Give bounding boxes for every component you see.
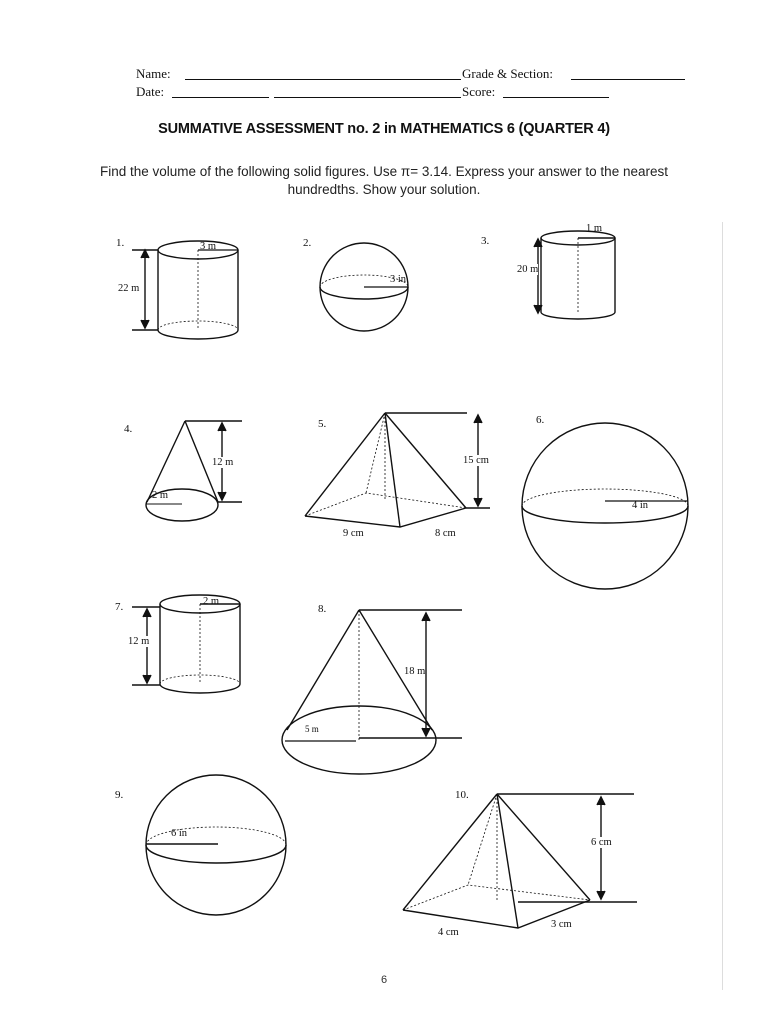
- problem-7-label-radius: 2 m: [203, 596, 220, 607]
- figure-4-cone: [146, 421, 242, 521]
- date-label: Date:: [136, 84, 165, 99]
- problem-6-number: 6.: [536, 414, 545, 426]
- page-number: 6: [380, 974, 388, 986]
- problem-8-number: 8.: [318, 603, 327, 615]
- score-label: Score:: [462, 84, 496, 99]
- figure-9-sphere: [146, 775, 286, 915]
- problem-4-label-radius: 2 m: [152, 490, 169, 501]
- grade-section-label: Grade & Section:: [462, 66, 553, 81]
- page-title: SUMMATIVE ASSESSMENT no. 2 in MATHEMATICS 6 (QUARTER 4): [158, 121, 610, 137]
- problem-8-label-radius: 5 m: [305, 724, 319, 734]
- instructions-line-1: Find the volume of the following solid figures. Use π= 3.14. Express your answer to the nearest: [100, 164, 668, 179]
- problem-10-label-width: 3 cm: [551, 919, 572, 930]
- problem-7-label-height: 12 m: [128, 636, 150, 647]
- figure-10-pyramid: [403, 794, 637, 928]
- problem-2-label-radius: 3 in: [390, 274, 407, 285]
- problem-3-label-radius: 1 m: [586, 223, 603, 234]
- problem-2-number: 2.: [303, 237, 312, 249]
- problem-1-label-height: 22 m: [118, 283, 140, 294]
- problem-4-label-height: 12 m: [212, 457, 234, 468]
- problem-4-number: 4.: [124, 423, 133, 435]
- problem-10-label-height: 6 cm: [591, 837, 612, 848]
- problem-5-label-height: 15 cm: [463, 455, 489, 466]
- problem-5-label-length: 9 cm: [343, 528, 364, 539]
- problem-3-number: 3.: [481, 235, 490, 247]
- problem-1-label-radius: 3 m: [200, 241, 217, 252]
- figure-8-cone: [282, 610, 462, 774]
- instructions-line-2: hundredths. Show your solution.: [287, 182, 481, 197]
- figure-2-sphere: [320, 243, 408, 331]
- problem-10-number: 10.: [455, 789, 469, 801]
- problem-7-number: 7.: [115, 601, 124, 613]
- problem-8-label-height: 18 m: [404, 666, 426, 677]
- problem-5-label-width: 8 cm: [435, 528, 456, 539]
- problem-9-number: 9.: [115, 789, 124, 801]
- figure-3-cylinder: [534, 231, 615, 319]
- figure-5-pyramid: [305, 413, 490, 527]
- figure-6-sphere: [522, 423, 688, 589]
- problem-6-label-radius: 4 in: [632, 500, 649, 511]
- name-label: Name:: [136, 66, 171, 81]
- problem-3-label-height: 20 m: [517, 264, 539, 275]
- problem-1-number: 1.: [116, 237, 125, 249]
- problem-9-label-radius: 6 in: [171, 828, 188, 839]
- figure-1-cylinder: [132, 241, 238, 339]
- problem-10-label-length: 4 cm: [438, 927, 459, 938]
- problem-5-number: 5.: [318, 418, 327, 430]
